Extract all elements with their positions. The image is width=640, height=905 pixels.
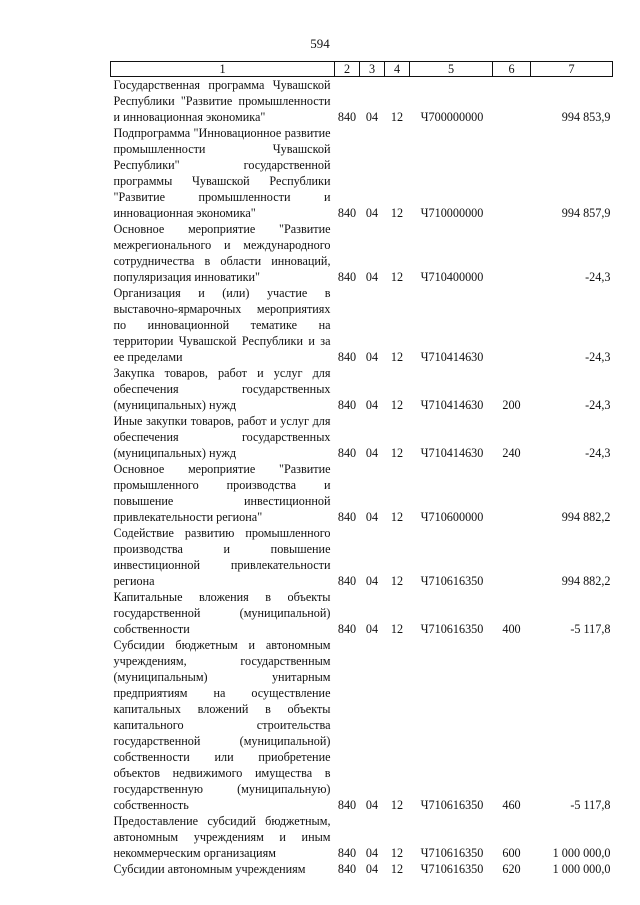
table-row (111, 861, 613, 877)
row-expense-type (493, 221, 531, 285)
row-section: 04 (365, 846, 379, 860)
row-target-article: Ч710616350 (420, 574, 484, 588)
table-header (111, 62, 613, 77)
row-ministry-code: 840 (337, 862, 357, 876)
row-subsection: 12 (390, 398, 404, 412)
header-col-5: 5 (410, 62, 493, 77)
row-subsection: 12 (390, 350, 404, 364)
row-subsection: 12 (390, 110, 404, 124)
row-section: 04 (365, 622, 379, 636)
row-section: 04 (365, 398, 379, 412)
row-section: 04 (365, 798, 379, 812)
row-description: Иные закупки товаров, работ и услуг для обеспечения государственных (муниципальных) нужд (113, 414, 331, 460)
row-subsection: 12 (390, 862, 404, 876)
row-ministry-code: 840 (337, 798, 357, 812)
row-target-article: Ч710414630 (420, 350, 484, 364)
header-row (111, 62, 613, 77)
row-section: 04 (365, 862, 379, 876)
row-description: Основное мероприятие "Развитие межрегионального и международного сотрудничества в области инноваций, популяризация инноватики" (113, 222, 331, 284)
table-row (111, 637, 613, 813)
row-amount: -24,3 (585, 350, 611, 364)
row-ministry-code: 840 (337, 206, 357, 220)
row-expense-type: 200 (502, 398, 521, 412)
row-subsection: 12 (390, 446, 404, 460)
row-expense-type (493, 125, 531, 221)
header-col-4: 4 (385, 62, 410, 77)
row-subsection: 12 (390, 798, 404, 812)
row-description: Субсидии автономным учреждениям (113, 862, 306, 876)
row-target-article: Ч710414630 (420, 398, 484, 412)
row-subsection: 12 (390, 206, 404, 220)
row-section: 04 (365, 574, 379, 588)
row-expense-type (493, 461, 531, 525)
row-description: Организация и (или) участие в выставочно-ярмарочных мероприятиях по инновационной тематике на территории Чувашской Республики и за ее пределами (113, 286, 331, 364)
row-description: Субсидии бюджетным и автономным учреждениям, государственным (муниципальным) унитарным предприятиям на осуществление капитальных вложений в объекты капитального строительства государственной (муниципальной) собственности или приобретение объектов недвижимого имущества в государственную (муниципальную) собственность (113, 638, 331, 812)
row-amount: -24,3 (585, 446, 611, 460)
table-row (111, 125, 613, 221)
header-col-2: 2 (335, 62, 360, 77)
table-row (111, 221, 613, 285)
row-target-article: Ч710400000 (420, 270, 484, 284)
table-row (111, 525, 613, 589)
row-amount: 994 882,2 (561, 574, 611, 588)
row-expense-type (493, 77, 531, 126)
row-ministry-code: 840 (337, 110, 357, 124)
row-expense-type (493, 285, 531, 365)
row-description: Подпрограмма "Инновационное развитие промышленности Чувашской Республики" государственной программы Чувашской Республики "Развитие промышленности и инновационная экономика" (113, 126, 331, 220)
budget-table (110, 61, 613, 877)
table-row (111, 413, 613, 461)
row-subsection: 12 (390, 846, 404, 860)
row-ministry-code: 840 (337, 270, 357, 284)
row-expense-type (493, 525, 531, 589)
row-ministry-code: 840 (337, 350, 357, 364)
row-ministry-code: 840 (337, 446, 357, 460)
row-description: Основное мероприятие "Развитие промышленного производства и повышение инвестиционной привлекательности региона" (113, 462, 331, 524)
table-body (111, 77, 613, 878)
row-target-article: Ч710616350 (420, 622, 484, 636)
row-amount: -5 117,8 (570, 622, 611, 636)
row-amount: 994 853,9 (561, 110, 611, 124)
row-section: 04 (365, 110, 379, 124)
row-target-article: Ч700000000 (420, 110, 484, 124)
row-ministry-code: 840 (337, 846, 357, 860)
row-subsection: 12 (390, 574, 404, 588)
row-expense-type: 620 (502, 862, 521, 876)
row-amount: -24,3 (585, 270, 611, 284)
row-subsection: 12 (390, 510, 404, 524)
row-subsection: 12 (390, 622, 404, 636)
row-target-article: Ч710000000 (420, 206, 484, 220)
row-amount: -24,3 (585, 398, 611, 412)
row-description: Капитальные вложения в объекты государственной (муниципальной) собственности (113, 590, 331, 636)
row-ministry-code: 840 (337, 574, 357, 588)
row-expense-type: 400 (502, 622, 521, 636)
row-description: Предоставление субсидий бюджетным, автономным учреждениям и иным некоммерческим организациям (113, 814, 331, 860)
row-section: 04 (365, 350, 379, 364)
table-row (111, 365, 613, 413)
row-description: Закупка товаров, работ и услуг для обеспечения государственных (муниципальных) нужд (113, 366, 331, 412)
table-row (111, 285, 613, 365)
row-amount: 994 857,9 (561, 206, 611, 220)
header-col-6: 6 (493, 62, 531, 77)
row-subsection: 12 (390, 270, 404, 284)
row-amount: 1 000 000,0 (552, 846, 611, 860)
row-expense-type: 240 (502, 446, 521, 460)
header-col-3: 3 (360, 62, 385, 77)
row-amount: 1 000 000,0 (552, 862, 611, 876)
row-target-article: Ч710616350 (420, 862, 484, 876)
row-target-article: Ч710616350 (420, 798, 484, 812)
row-target-article: Ч710616350 (420, 846, 484, 860)
row-section: 04 (365, 206, 379, 220)
row-section: 04 (365, 510, 379, 524)
row-amount: -5 117,8 (570, 798, 611, 812)
header-col-1: 1 (111, 62, 335, 77)
row-section: 04 (365, 270, 379, 284)
row-amount: 994 882,2 (561, 510, 611, 524)
table-row (111, 813, 613, 861)
row-section: 04 (365, 446, 379, 460)
row-target-article: Ч710414630 (420, 446, 484, 460)
row-ministry-code: 840 (337, 398, 357, 412)
row-expense-type: 600 (502, 846, 521, 860)
table-row (111, 461, 613, 525)
table-row (111, 589, 613, 637)
row-description: Содействие развитию промышленного производства и повышение инвестиционной привлекательности региона (113, 526, 331, 588)
page-number: 594 (310, 36, 330, 51)
row-description: Государственная программа Чувашской Республики "Развитие промышленности и инновационная экономика" (113, 78, 331, 124)
header-col-7: 7 (531, 62, 613, 77)
table-row (111, 77, 613, 126)
row-expense-type: 460 (502, 798, 521, 812)
row-ministry-code: 840 (337, 622, 357, 636)
row-target-article: Ч710600000 (420, 510, 484, 524)
row-ministry-code: 840 (337, 510, 357, 524)
